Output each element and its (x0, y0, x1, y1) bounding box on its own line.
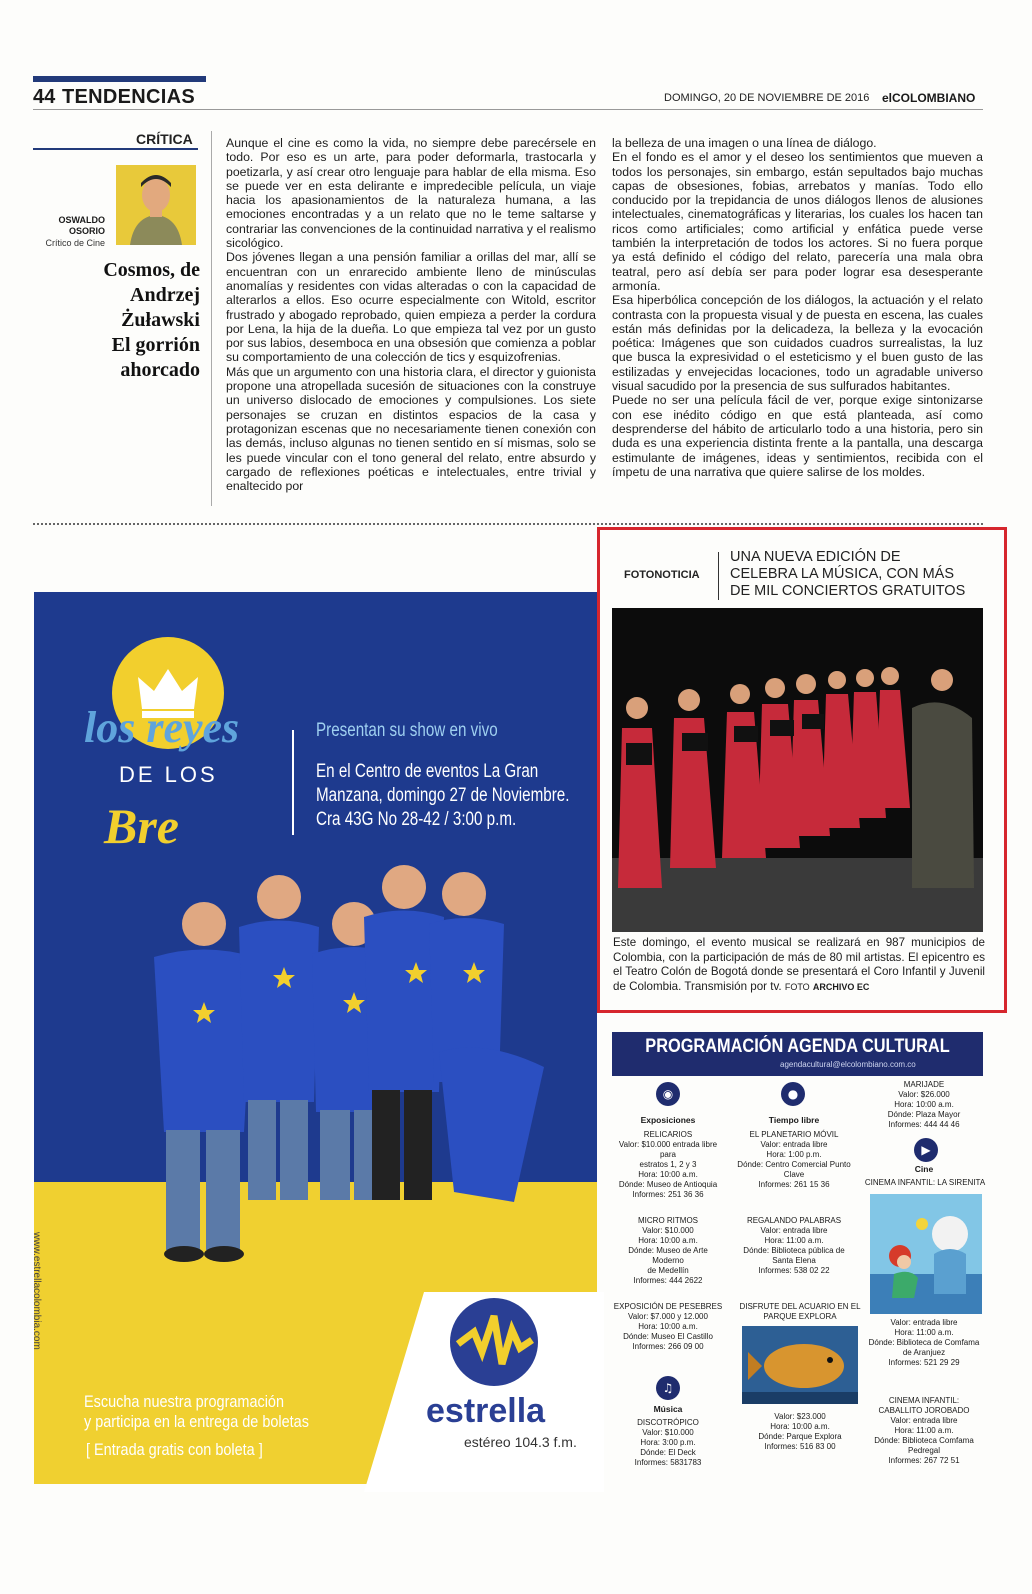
agenda-item-line: Hora: 10:00 a.m. (894, 1100, 954, 1109)
agenda-item-line: Valor: entrada libre (890, 1318, 958, 1327)
agenda-item-line: Hora: 11:00 a.m. (894, 1328, 954, 1337)
fotonoticia-divider (718, 552, 719, 600)
agenda-item-line: Valor: entrada libre (760, 1226, 828, 1235)
fotonoticia-label: FOTONOTICIA (624, 569, 700, 581)
ad-call-to-action (84, 1392, 322, 1432)
agenda-item-line: Valor: entrada libre (890, 1416, 958, 1425)
agenda-item-line: Hora: 10:00 a.m. (770, 1422, 830, 1431)
article-paragraph: Más que un argumento con una historia clara, el director y guionista propone una atropellada sucesión de situaciones con la construye un universo dislocado de emociones y compulsiones. Los siete personajes se cruzan en distintos espacios de la casa y protagonizan escenas que no necesariamente tienen conexión con las demás, incluso algunas no tienen sentido en sí mismas, solo se les puede vincular con el tono general del relato, entre absurdo y cargado de reflexiones poéticas e intelectuales, entre trivial y enaltecido por (226, 364, 596, 494)
agenda-title: PROGRAMACIÓN AGENDA CULTURAL (645, 1036, 950, 1057)
author-last-name: OSORIO (68, 226, 105, 236)
station-frequency: estéreo 104.3 f.m. (464, 1434, 577, 1450)
agenda-item-line: Valor: $10.000 (642, 1226, 694, 1235)
agenda-item-line: Informes: 261 15 36 (758, 1180, 830, 1189)
agenda-item-line: Dónde: Parque Explora (758, 1432, 842, 1441)
music-note-icon: ♫ (656, 1376, 680, 1400)
eye-icon: ◉ (656, 1082, 680, 1106)
agenda-item-line: Dónde: Biblioteca de Comfama (868, 1338, 980, 1347)
critica-label: CRÍTICA (136, 131, 193, 147)
article-paragraph: Aunque el cine es como la vida, no siempre debe parecérsele en todo. Por eso es un arte, para poder deformarla, trastocarla y poetizarla, y así crear otro lenguaje para hablar de ella misma. Eso se puede ver en esta delirante e impredecible película, un viaje hacia los apasionamientos de la naturaleza humana, a las emociones encontradas y a un relato que no le teme saltarse y contrariar las convenciones de la continuidad narrativa y el realismo sicológico. (226, 136, 596, 251)
agenda-item (866, 1318, 982, 1368)
agenda-item-line: Hora: 11:00 a.m. (894, 1426, 954, 1435)
agenda-item-name: MARIJADE (903, 1080, 945, 1089)
agenda-item-line: de Aranjuez (902, 1348, 946, 1357)
agenda-item-name: REGALANDO PALABRAS (746, 1216, 842, 1225)
agenda-item-line: Dónde: Museo de Arte Moderno (628, 1246, 708, 1265)
review-title (40, 258, 200, 383)
ad-entry-note: [ Entrada gratis con boleta ] (86, 1440, 263, 1459)
review-title-line: Żuławski (121, 309, 200, 331)
fotonoticia-title-line: CELEBRA LA MÚSICA, CON MÁS (730, 566, 955, 582)
agenda-item-name: CINEMA INFANTIL: LA SIRENITA (864, 1178, 986, 1187)
agenda-item (736, 1216, 852, 1276)
ad-venue-line: En el Centro de eventos La Gran (316, 761, 539, 782)
agenda-item-line: Dónde: Plaza Mayor (887, 1110, 961, 1119)
ad-cta-line: Escucha nuestra programación (84, 1392, 285, 1411)
agenda-item-line: Valor: $10.000 entrada libre para (618, 1140, 718, 1159)
review-title-line: Andrzej (130, 284, 200, 306)
fish-image (742, 1326, 858, 1404)
station-name: estrella (426, 1392, 546, 1430)
agenda-item-line: Dónde: Museo de Antioquia (618, 1180, 718, 1189)
review-title-line: ahorcado (120, 359, 200, 381)
article-paragraph: En el fondo es el amor y el deseo los sentimientos que mueven a todos los personajes, sin embargo, están sepultados bajo muchas capas de obsesiones, fobias, arrebatos y manías. Todo ello conducido por la trepidancia de unos diálogos llenos de alusiones intelectuales, cinematográficas y literarias, los cuales los hacen tan ricos como artificiales; como artificial y enfática puede verse también la interpretación de todos los actores. Si no fuera porque ya está definido el código del relato, parecería una mala obra teatral, pero así debía ser para poder lograr esa desesperante armonía. (612, 150, 983, 293)
photo-credit-label: FOTO (784, 981, 810, 992)
agenda-item-line: Informes: 538 02 22 (758, 1266, 830, 1275)
agenda-item-name: DISCOTRÓPICO (637, 1418, 699, 1427)
agenda-category-cine: Cine (914, 1164, 934, 1174)
header-rule (33, 109, 983, 110)
agenda-item (736, 1130, 852, 1190)
article-column-1 (226, 136, 596, 493)
agenda-item (612, 1302, 724, 1352)
agenda-item (736, 1412, 864, 1452)
article-column-2 (612, 136, 983, 479)
author-photo (116, 165, 196, 245)
ad-tagline: Presentan su show en vivo (316, 720, 498, 741)
ad-venue (316, 760, 580, 832)
agenda-category-exposiciones: Exposiciones (640, 1115, 696, 1125)
section-name: TENDENCIAS (62, 86, 196, 108)
page-number: 44 (33, 86, 56, 108)
agenda-item-line: Hora: 10:00 a.m. (638, 1170, 698, 1179)
review-title-line: Cosmos, de (103, 259, 200, 281)
agenda-category-tiempo-libre: Tiempo libre (768, 1115, 820, 1125)
choir-photo-image (612, 608, 983, 932)
agenda-email: agendacultural@elcolombiano.com.co (780, 1060, 916, 1069)
fotonoticia-title-line: DE MIL CONCIERTOS GRATUITOS (730, 583, 966, 599)
agenda-item-name: MICRO RITMOS (638, 1216, 698, 1225)
agenda-item-name: CINEMA INFANTIL: CABALLITO JOROBADO (878, 1396, 970, 1415)
agenda-item (612, 1216, 724, 1286)
people-icon: ● (781, 1082, 805, 1106)
agenda-item-line: Dónde: Centro Comercial Punto (737, 1160, 851, 1169)
agenda-item-line: Valor: entrada libre (760, 1140, 828, 1149)
agenda-item-line: Informes: 267 72 51 (888, 1456, 960, 1465)
article-paragraph: Esa hiperbólica concepción de los diálogos, la actuación y el relato contrasta con la propuesta visual y de puesta en escena, las cuales están más definidas por la delicadeza, la belleza y la evocación poética: Imágenes que son cuidados cuadros surrealistas, la luz que busca la expresividad o el esteticismo y el buen gusto de las estilizadas y envejecidas locaciones, todo un agradable universo visual sacudido por la presencia de sus sulfurados habitantes. (612, 293, 983, 394)
film-icon: ▶ (914, 1138, 938, 1162)
agenda-category-musica: Música (653, 1404, 683, 1414)
concert-advertisement (31, 592, 597, 1484)
agenda-item-name: EXPOSICIÓN DE PESEBRES (613, 1302, 723, 1311)
ad-brand-line-2: DE LOS (119, 762, 218, 787)
station-logo-icon (444, 1292, 544, 1392)
ad-cta-line: y participa en la entrega de boletas (84, 1412, 309, 1431)
ad-divider (292, 730, 294, 835)
agenda-item-line: Hora: 1:00 p.m. (766, 1150, 822, 1159)
ad-venue-line: Cra 43G No 28-42 / 3:00 p.m. (316, 809, 517, 830)
choir-photo (612, 608, 983, 932)
newspaper-name: elCOLOMBIANO (882, 91, 976, 105)
author-role: Crítico de Cine (45, 238, 105, 248)
agenda-item-line: Informes: 444 2622 (633, 1276, 703, 1285)
critica-rule (33, 148, 198, 150)
photo-credit-name: ARCHIVO EC (812, 981, 870, 992)
header-date: DOMINGO, 20 DE NOVIEMBRE DE 2016 (664, 92, 870, 104)
agenda-item-line: Hora: 11:00 a.m. (764, 1236, 824, 1245)
fotonoticia-caption (613, 936, 985, 994)
agenda-item-line: Informes: 251 36 36 (632, 1190, 704, 1199)
agenda-item-line: Clave (783, 1170, 805, 1179)
agenda-item-line: Valor: $26.000 (898, 1090, 950, 1099)
little-mermaid-image (870, 1194, 982, 1314)
agenda-item-name: RELICARIOS (643, 1130, 693, 1139)
article-paragraph: Puede no ser una película fácil de ver, porque exige sintonizarse con ese inédito código en que está planteada, así como desprenderse del hábito de articularlo todo a una historia, pero sin duda es una experiencia distinta frente a la pantalla, una descarga estimulante de imágenes, ideas y sentimientos, recibida con el ímpetu de una narrativa que quiere salirse de los moldes. (612, 393, 983, 479)
fotonoticia-title (730, 549, 980, 600)
ad-venue-line: Manzana, domingo 27 de Noviembre. (316, 785, 570, 806)
agenda-item (866, 1396, 982, 1466)
agenda-item-line: estratos 1, 2 y 3 (639, 1160, 697, 1169)
agenda-item-line: de Medellín (647, 1266, 689, 1275)
agenda-item-line: Informes: 444 44 46 (888, 1120, 960, 1129)
fotonoticia-title-line: UNA NUEVA EDICIÓN DE (730, 549, 901, 565)
agenda-item-name: DISFRUTE DEL ACUARIO EN EL PARQUE EXPLORA (739, 1302, 861, 1321)
agenda-item-line: Hora: 10:00 a.m. (638, 1322, 698, 1331)
agenda-item-line: Pedregal (907, 1446, 941, 1455)
band-photo (44, 862, 584, 1282)
agenda-item (866, 1080, 982, 1130)
agenda-item-line: Dónde: El Deck (640, 1448, 696, 1457)
agenda-item-line: Santa Elena (772, 1256, 816, 1265)
author-name (40, 215, 105, 237)
section-divider (33, 523, 983, 525)
agenda-item-line: Valor: $7.000 y 12.000 (628, 1312, 708, 1321)
agenda-item (612, 1418, 724, 1468)
author-portrait-icon (116, 165, 196, 245)
agenda-item-name: EL PLANETARIO MÓVIL (749, 1130, 839, 1139)
agenda-item-line: Dónde: Biblioteca Comfama (874, 1436, 974, 1445)
review-title-line: El gorrión (111, 334, 200, 356)
article-paragraph: la belleza de una imagen o una línea de diálogo. (612, 136, 877, 150)
agenda-item-line: Informes: 5831783 (634, 1458, 702, 1467)
agenda-item-line: Informes: 266 09 00 (632, 1342, 704, 1351)
section-bar (33, 76, 206, 82)
agenda-item-line: Valor: $10.000 (642, 1428, 694, 1437)
aquarium-photo (742, 1326, 858, 1404)
caption-text: Este domingo, el evento musical se realizará en 987 municipios de Colombia, con la participación de más de 80 mil artistas. El epicentro es el Teatro Colón de Bogotá donde se presentará el Coro Infantil y Juvenil de Colombia. Transmisión por tv. (613, 936, 985, 993)
ad-brand-line-1: los reyes (84, 703, 240, 752)
agenda-item-line: Dónde: Museo El Castillo (623, 1332, 713, 1341)
agenda-item-line: Dónde: Biblioteca pública de (743, 1246, 845, 1255)
movie-poster (870, 1194, 982, 1314)
agenda-item (612, 1130, 724, 1200)
agenda-item-line: Hora: 3:00 p.m. (640, 1438, 696, 1447)
article-paragraph: Dos jóvenes llegan a una pensión familiar a orillas del mar, allí se encuentran con un enrarecido ambiente lleno de minúsculas anomalías y residentes con vidas alteradas o con la capacidad de alterarlos a ellos. Eso ocurre especialmente con Witold, escritor frustrado y abogado reprobado, quien empieza a perder la cordura por Lena, la hija de la dueña. Lo que empieza tal vez por un gusto por sus labios, desemboca en una obsesión que comienza a poblar su comportamiento de una colección de tics y esquizofrenias. (226, 250, 596, 365)
author-first-name: OSWALDO (58, 215, 105, 225)
agenda-item-line: Informes: 521 29 29 (888, 1358, 960, 1367)
ad-website: www.estrellacolombia.com (31, 1232, 42, 1350)
agenda-item-line: Valor: $23.000 (774, 1412, 826, 1421)
agenda-item-line: Hora: 10:00 a.m. (638, 1236, 698, 1245)
ad-brand-line-3: Bre (104, 798, 179, 854)
column-divider (211, 131, 212, 506)
agenda-item-line: Informes: 516 83 00 (764, 1442, 836, 1451)
